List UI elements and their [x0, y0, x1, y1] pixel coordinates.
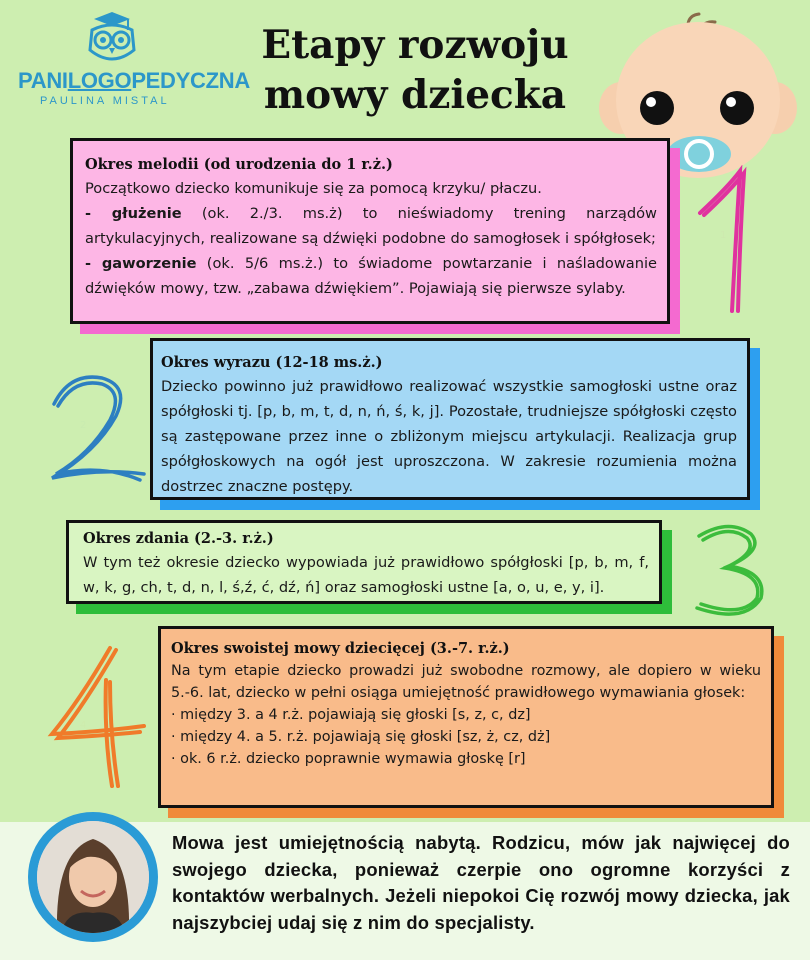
stage-body: W tym też okresie dziecko wypowiada już prawidłowo spółgłoski [p, b, m, f, w, k, g, ch, t, d, n, l, ś,ź, ć, dź, ń] oraz samogłoski ustne [a, o, u, e, y, i]. — [83, 554, 649, 596]
stage-term-2: - gaworzenie (ok. 5/6 ms.ż.) to świadome powtarzanie i naśladowanie dźwięków mowy, tzw. „zabawa dźwiękiem”. Pojawiają się pierwsze sylaby. — [85, 255, 658, 297]
stage-heading: Okres wyrazu (12-18 ms.ż.) — [161, 354, 383, 371]
stage-card-4 — [158, 626, 774, 808]
stage-card-2 — [150, 338, 750, 500]
logo-subtitle: PAULINA MISTAL — [40, 95, 170, 107]
logo-name: PANILOGOPEDYCZNA — [18, 68, 250, 93]
stage-body: Na tym etapie dziecko prowadzi już swobodne rozmowy, ale dopiero w wieku 5.-6. lat, dziecko w pełni osiąga umiejętność prawidłowego wymawiania głosek: — [171, 663, 761, 701]
list-item: · ok. 6 r.ż. dziecko poprawnie wymawia głoskę [r] — [171, 751, 526, 767]
stage-number — [80, 420, 86, 431]
stage-card-1 — [70, 138, 670, 324]
number-1-icon — [688, 165, 768, 315]
list-item: · między 4. a 5. r.ż. pojawiają się głoski [sz, ż, cz, dż] — [171, 729, 551, 745]
stage-number — [720, 230, 726, 241]
number-2-icon — [40, 370, 152, 490]
number-4-icon — [40, 640, 150, 790]
stage-intro: Początkowo dziecko komunikuje się za pomocą krzyku/ płaczu. — [85, 180, 542, 197]
list-item: · między 3. a 4 r.ż. pojawiają się głoski [s, z, c, dz] — [171, 707, 531, 723]
stage-heading: Okres swoistej mowy dziecięcej (3.-7. r.ż.) — [171, 640, 510, 657]
stage-heading: Okres melodii (od urodzenia do 1 r.ż.) — [85, 156, 393, 173]
owl-logo-icon — [82, 10, 142, 66]
number-3-icon — [685, 520, 775, 620]
stage-number — [720, 560, 726, 571]
stage-term-1: - głużenie (ok. 2./3. ms.ż) to nieświadomy trening narządów artykulacyjnych, realizowane są dźwięki podobne do samogłosek i spółgłosek; — [85, 205, 657, 247]
stage-heading: Okres zdania (2.-3. r.ż.) — [83, 530, 274, 547]
footer-message: Mowa jest umiejętnością nabytą. Rodzicu, mów jak najwięcej do swojego dziecka, ponieważ czerpie ono ogromne korzyści z kontaktów werbalnych. Jeżeli niepokoi Cię rozwój mowy dziecka, jak najszybciej udaj się z nim do specjalisty. — [172, 832, 790, 933]
stage-number — [80, 720, 86, 731]
stage-body: Dziecko powinno już prawidłowo realizować wszystkie samogłoski ustne oraz spółgłoski tj. [p, b, m, t, d, n, ń, ś, k, j]. Pozostałe, trudniejsze spółgłoski często są zastępowane przez inne o zbliżonym miejscu artykulacji. Realizacja grup spółgłoskowych na ogół jest uproszczona. W zakresie rozumienia można dostrzec znaczne postępy. — [161, 378, 737, 495]
page-title: Etapy rozwoju mowy dziecka — [261, 22, 569, 118]
avatar — [37, 821, 149, 933]
person-photo-icon — [37, 821, 149, 933]
stage-card-3 — [66, 520, 662, 604]
